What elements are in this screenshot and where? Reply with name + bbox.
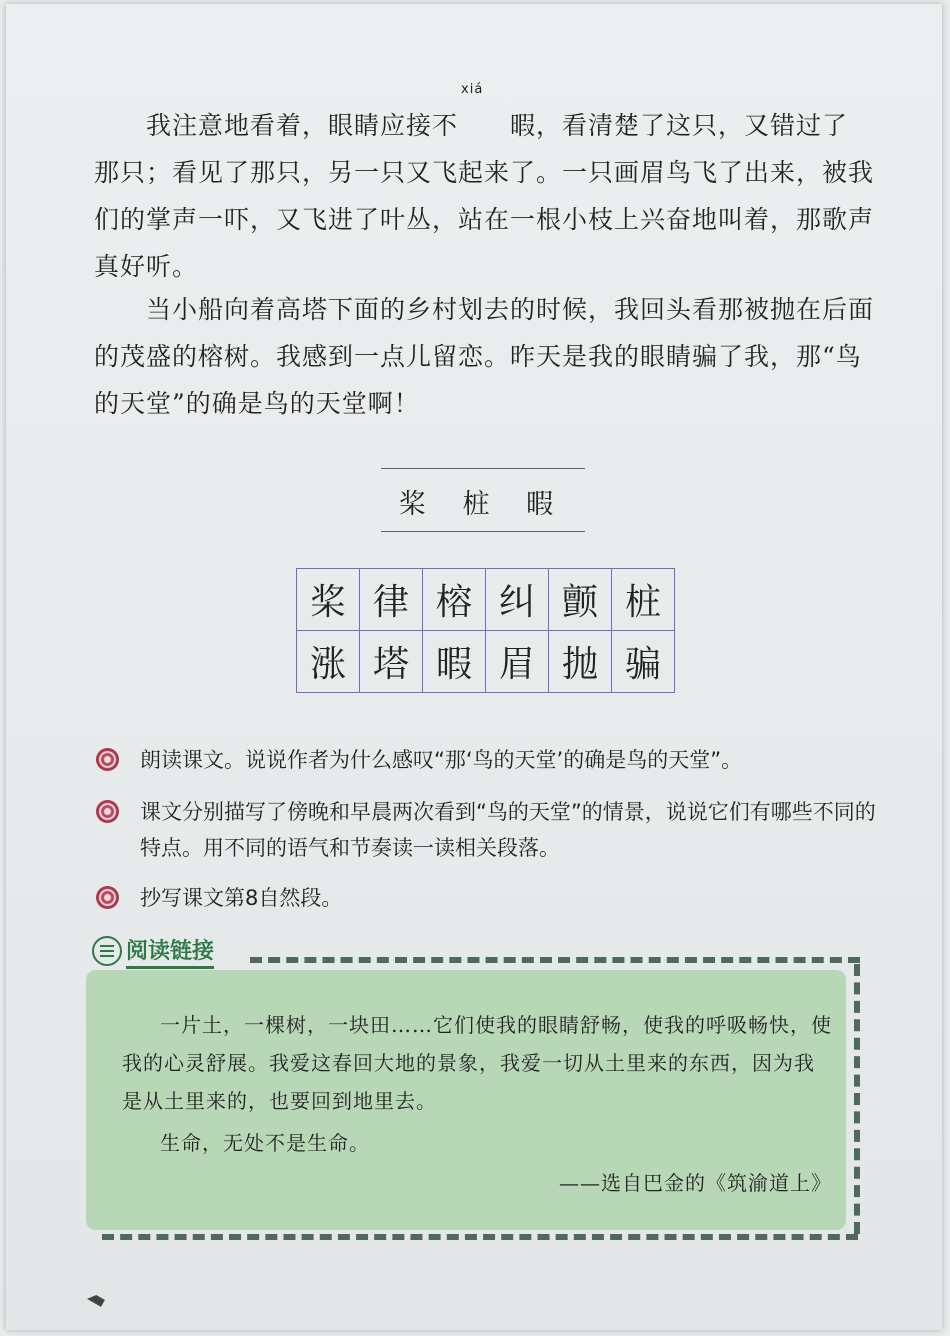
reading-link-text: 生命，无处不是生命。 bbox=[160, 1131, 370, 1155]
flower-bullet-icon bbox=[96, 800, 119, 823]
grid-char: 桩 bbox=[612, 569, 675, 631]
flower-bullet-icon bbox=[96, 886, 119, 909]
section-rule-bottom bbox=[381, 531, 585, 532]
box-dashed-border bbox=[102, 1234, 858, 1240]
box-dashed-border bbox=[250, 957, 860, 963]
textbook-page bbox=[6, 4, 942, 1330]
character-grid bbox=[296, 568, 675, 693]
grid-row bbox=[297, 569, 675, 631]
box-dashed-border bbox=[854, 964, 860, 1234]
question-text: 朗读课文。说说作者为什么感叹“那‘鸟的天堂’的确是鸟的天堂”。 bbox=[140, 748, 743, 772]
ruby-annotated-char: xiá 暇 bbox=[461, 82, 537, 140]
reading-link-text: 一片土，一棵树，一块田……它们使我的眼睛舒畅，使我的呼吸畅快，使我的心灵舒展。我爱这春回大地的景象，我爱一切从土里来的东西，因为我是从土里来的，也要回到地里去。 bbox=[122, 1013, 832, 1113]
grid-row bbox=[297, 631, 675, 693]
book-icon bbox=[92, 936, 122, 966]
grid-char: 暇 bbox=[423, 631, 486, 693]
paragraph-1: 我注意地看着，眼睛应接不 xiá 暇，看清楚了这只，又错过了那只；看见了那只，另一只又飞起来了。一只画眉鸟飞了出来，被我们的掌声一吓，又飞进了叶丛，站在一根小枝上兴奋地叫着，那歌声真好听。 bbox=[94, 82, 875, 281]
pinyin-annotation: xiá bbox=[461, 82, 484, 97]
reading-link-label: 阅读链接 bbox=[126, 934, 214, 969]
grid-char: 涨 bbox=[297, 631, 360, 693]
question-text: 抄写课文第8自然段。 bbox=[140, 886, 343, 910]
page-corner-mark bbox=[87, 1285, 109, 1307]
paragraph-2: 当小船向着高塔下面的乡村划去的时候，我回头看那被抛在后面的茂盛的榕树。我感到一点儿留恋。昨天是我的眼睛骗了我，那“鸟的天堂”的确是鸟的天堂啊！ bbox=[94, 295, 875, 418]
grid-char: 骗 bbox=[612, 631, 675, 693]
section-title: 桨 桩 暇 bbox=[398, 489, 568, 520]
grid-char: 抛 bbox=[549, 631, 612, 693]
question-text: 课文分别描写了傍晚和早晨两次看到“鸟的天堂”的情景，说说它们有哪些不同的特点。用不同的语气和节奏读一读相关段落。 bbox=[140, 800, 876, 860]
grid-char: 塔 bbox=[360, 631, 423, 693]
grid-char: 眉 bbox=[486, 631, 549, 693]
grid-char: 纠 bbox=[486, 569, 549, 631]
grid-char: 榕 bbox=[423, 569, 486, 631]
section-rule-top bbox=[381, 468, 585, 469]
grid-char: 律 bbox=[360, 569, 423, 631]
reading-link-source: ——选自巴金的《筑渝道上》 bbox=[559, 1171, 832, 1195]
grid-char: 桨 bbox=[297, 569, 360, 631]
grid-char: 颤 bbox=[549, 569, 612, 631]
flower-bullet-icon bbox=[96, 748, 119, 771]
